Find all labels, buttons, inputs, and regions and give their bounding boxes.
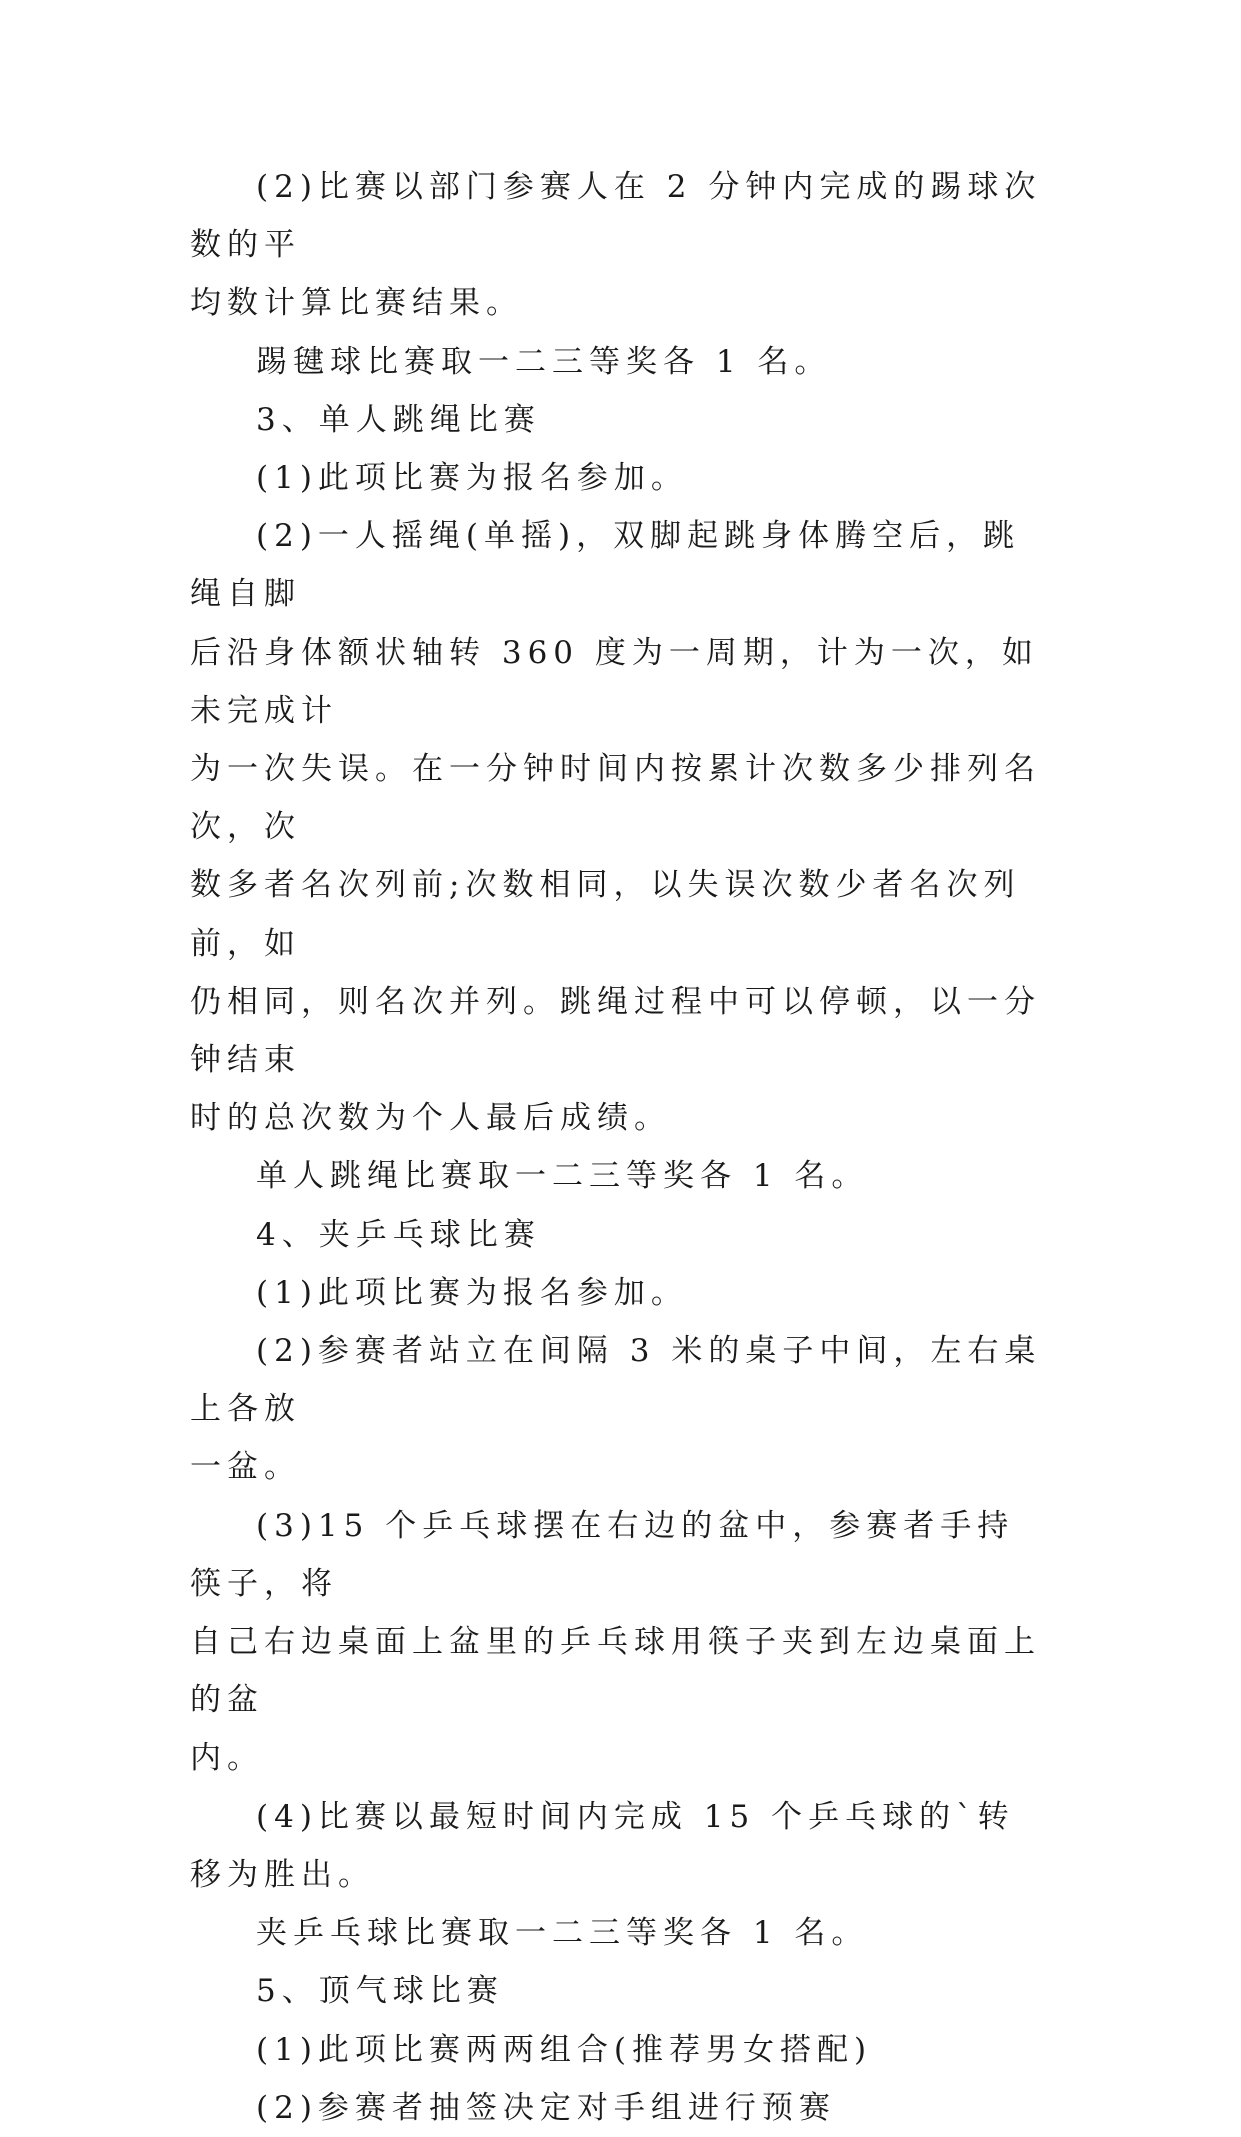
paragraph-line: (2)参赛者抽签决定对手组进行预赛 (256, 2089, 836, 2126)
section-heading: 3、单人跳绳比赛 (256, 401, 541, 438)
paragraph-line: (2)一人摇绳(单摇)，双脚起跳身体腾空后，跳绳自脚 (190, 518, 1021, 613)
paragraph-line: (2)比赛以部门参赛人在 2 分钟内完成的踢球次数的平 (190, 169, 1042, 264)
paragraph-line: 数多者名次列前;次数相同，以失误次数少者名次列前，如 (190, 867, 1021, 962)
paragraph-line: 踢毽球比赛取一二三等奖各 1 名。 (256, 343, 832, 380)
document-body (190, 158, 1051, 2137)
paragraph-line: 内。 (190, 1740, 264, 1777)
paragraph-line: 自己右边桌面上盆里的乒乓球用筷子夹到左边桌面上的盆 (190, 1624, 1041, 1719)
paragraph-line: 仍相同，则名次并列。跳绳过程中可以停顿，以一分钟结束 (190, 983, 1041, 1079)
paragraph-line: 夹乒乓球比赛取一二三等奖各 1 名。 (256, 1915, 869, 1952)
paragraph-line: 后沿身体额状轴转 360 度为一周期，计为一次，如未完成计 (190, 634, 1039, 729)
paragraph-line: (2)参赛者站立在间隔 3 米的桌子中间，左右桌上各放 (190, 1333, 1042, 1428)
paragraph-line: 一盆。 (190, 1449, 301, 1486)
paragraph-line: 为一次失误。在一分钟时间内按累计次数多少排列名次，次 (190, 751, 1041, 846)
paragraph-line: 时的总次数为个人最后成绩。 (190, 1100, 671, 1137)
paragraph-line: (3)15 个乒乓球摆在右边的盆中，参赛者手持筷子，将 (190, 1507, 1015, 1602)
paragraph-line: 均数计算比赛结果。 (190, 285, 523, 322)
paragraph-line: (1)此项比赛为报名参加。 (256, 460, 688, 497)
paragraph-line: 单人跳绳比赛取一二三等奖各 1 名。 (256, 1158, 869, 1195)
paragraph-line: (4)比赛以最短时间内完成 15 个乒乓球的`转移为胜出。 (190, 1798, 1015, 1893)
section-heading: 4、夹乒乓球比赛 (256, 1216, 541, 1253)
paragraph-line: (1)此项比赛两两组合(推荐男女搭配) (256, 2031, 873, 2068)
paragraph-line: (1)此项比赛为报名参加。 (256, 1274, 688, 1311)
section-heading: 5、顶气球比赛 (256, 1973, 504, 2010)
